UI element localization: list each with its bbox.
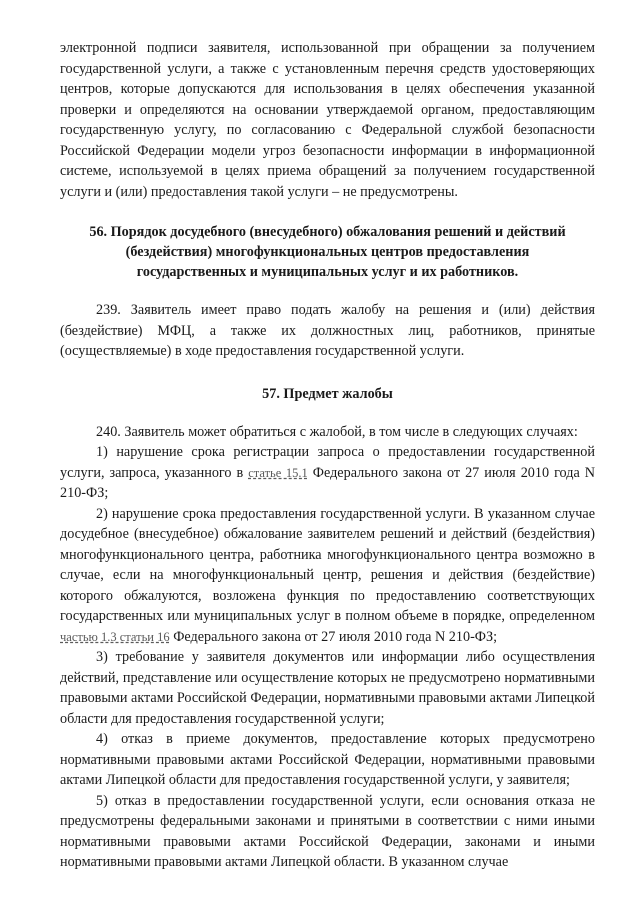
document-body bbox=[60, 38, 595, 873]
list-item-1 bbox=[60, 442, 595, 504]
list-item-2 bbox=[60, 504, 595, 648]
list-item-1-text-before: 1) нарушение срока регистрации запроса о предоставлении государственной услуги, запроса, указанного в bbox=[60, 444, 595, 481]
paragraph-239: 239. Заявитель имеет право подать жалобу на решения и (или) действия (бездействие) МФЦ, а также их должностных лиц, работников, принятые (осуществляемые) в ходе предоставления государственной услуги. bbox=[60, 302, 595, 359]
list-item-3: 3) требование у заявителя документов или информации либо осуществления действий, представление или осуществление которых не предусмотрено нормативными правовыми актами Российской Федерации, нормативными правовыми актами Липецкой области для предоставления государственной услуги; bbox=[60, 649, 595, 727]
section-56-heading: 56. Порядок досудебного (внесудебного) обжалования решений и действий (бездействия) многофункциональных центров предоставления государственных и муниципальных услуг и их работников. bbox=[89, 224, 566, 280]
law-part-link[interactable]: частью 1.3 статьи 16 bbox=[60, 629, 170, 644]
list-item-4: 4) отказ в приеме документов, предоставление которых предусмотрено нормативными правовыми актами Российской Федерации, нормативными правовыми актами Липецкой области для предоставления государственной услуги, у заявителя; bbox=[60, 731, 595, 788]
list-item-2-text-before: 2) нарушение срока предоставления государственной услуги. В указанном случае досудебное (внесудебное) обжалование заявителем решений и действий (бездействия) многофункционального центра, работника многофункционального центра возможно в случае, если на многофункциональный центр, решения и действия (бездействие) которого обжалуются, возложена функция по предоставлению соответствующих государственных или муниципальных услуг в полном объеме в порядке, определенном bbox=[60, 505, 595, 624]
law-article-link[interactable]: статье 15.1 bbox=[248, 465, 308, 480]
list-item-1-text-after: Федерального закона от 27 июля 2010 года N 210-ФЗ; bbox=[60, 464, 595, 501]
list-item-5: 5) отказ в предоставлении государственной услуги, если основания отказа не предусмотрены федеральными законами и принятыми в соответствии с ними иными нормативными правовыми актами Российской Федерации, законами и иными нормативными правовыми актами Липецкой области. В указанном случае bbox=[60, 792, 595, 870]
list-item-2-text-after: Федерального закона от 27 июля 2010 года N 210-ФЗ; bbox=[169, 628, 498, 645]
paragraph-240: 240. Заявитель может обратиться с жалобой, в том числе в следующих случаях: bbox=[96, 423, 578, 440]
intro-paragraph: электронной подписи заявителя, использованной при обращении за получением государственной услуги, а также с установленным перечня средств удостоверяющих центров, которые допускаются для использования в целях обеспечения указанной проверки и определяются на основании утверждаемой органом, предоставляющим государственную услугу, по согласованию с Федеральной службой безопасности Российской Федерации модели угроз безопасности информации в информационной системе, используемой в целях приема обращений за получением государственной услуги и (или) предоставления такой услуги – не предусмотрены. bbox=[60, 40, 595, 200]
section-57-heading: 57. Предмет жалобы bbox=[262, 385, 393, 402]
